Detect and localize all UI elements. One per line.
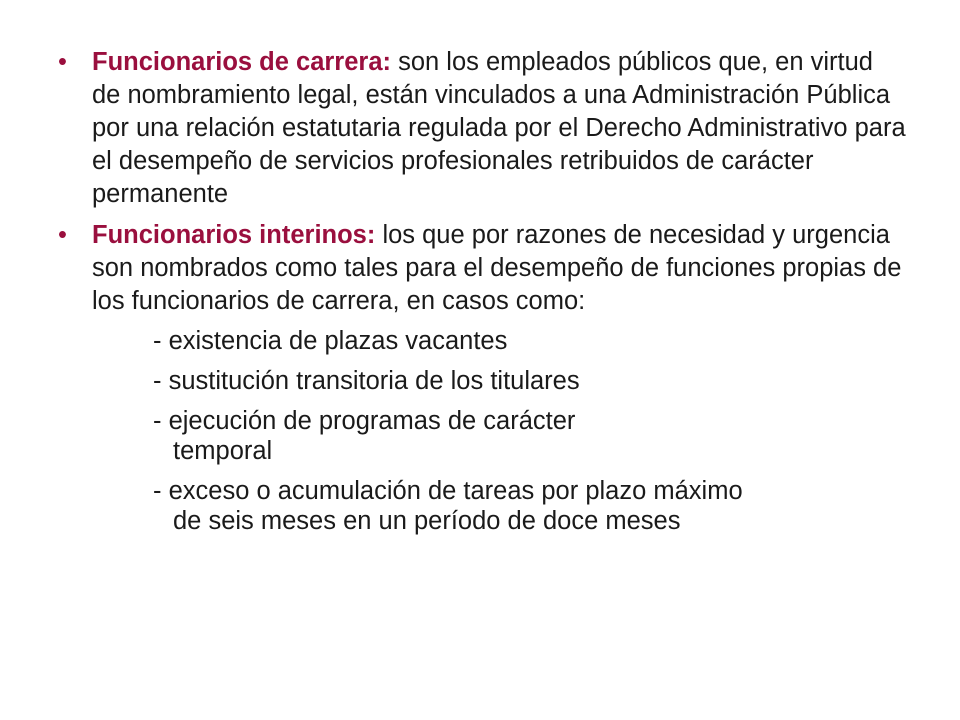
bullet-symbol: • [58, 221, 67, 249]
case-item-text: - ejecución de programas de carácter [153, 407, 576, 435]
case-item-text: - sustitución transitoria de los titulares [153, 367, 580, 395]
term-funcionarios-interinos: Funcionarios interinos: [92, 221, 376, 249]
case-item-plazas-vacantes [153, 326, 873, 356]
bullet-symbol: • [58, 48, 67, 76]
cases-list [58, 326, 908, 536]
definition-funcionarios-carrera: son los empleados públicos que, en virtud de nombramiento legal, están vinculados a una Administración Pública por una relación estatutaria regulada por el Derecho Administrativo para el desempeño de servicios profesionales retribuidos de carácter permanente [92, 48, 906, 208]
term-funcionarios-carrera: Funcionarios de carrera: [92, 48, 392, 76]
case-item-programas-temporales [153, 406, 873, 466]
case-item-exceso-tareas [153, 476, 873, 536]
case-item-sustitucion [153, 366, 873, 396]
definition-funcionarios-interinos: los que por razones de necesidad y urgencia son nombrados como tales para el desempeño de funciones propias de los funcionarios de carrera, en casos como: [92, 221, 902, 315]
case-item-text-continuation: de seis meses en un período de doce meses [173, 507, 681, 535]
slide-content [58, 46, 908, 546]
case-item-text: - exceso o acumulación de tareas por plazo máximo [153, 477, 743, 505]
case-item-text: - existencia de plazas vacantes [153, 327, 508, 355]
bullet-item-funcionarios-carrera [58, 46, 908, 211]
bullet-item-funcionarios-interinos [58, 219, 908, 318]
case-item-text-continuation: temporal [173, 437, 273, 465]
